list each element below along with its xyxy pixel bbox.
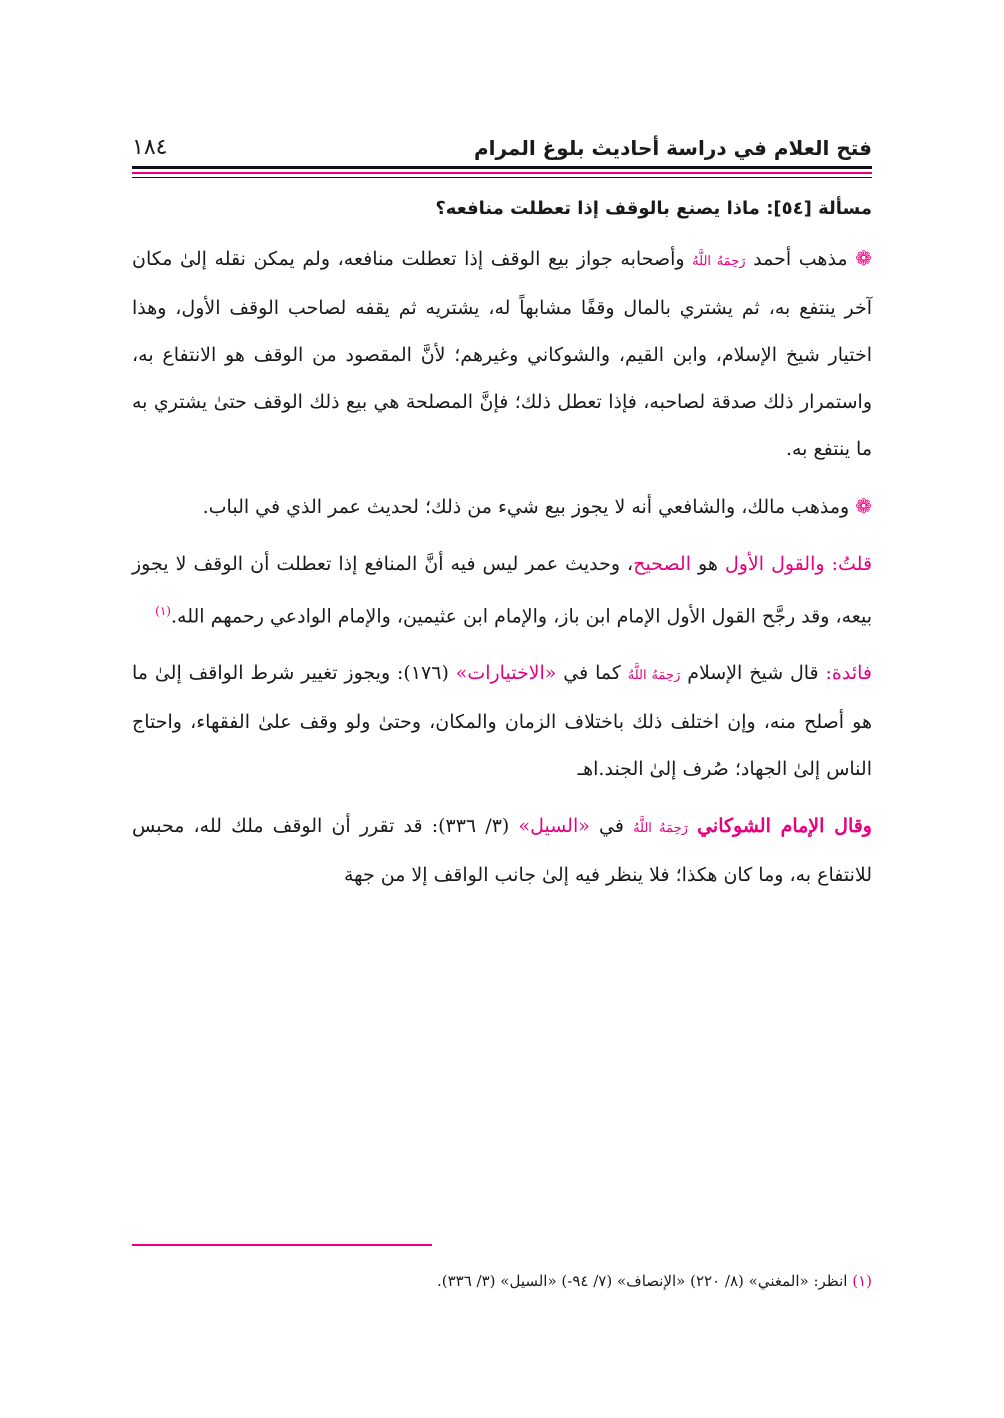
issue-heading: [132, 198, 872, 219]
book-ref-sayl: «السيل»: [518, 815, 590, 838]
book-title: فتح العلام في دراسة أحاديث بلوغ المرام: [473, 136, 872, 160]
header-rule-thick: [132, 166, 872, 169]
header-rules: [132, 166, 872, 178]
footnote-number: (١): [852, 1272, 872, 1290]
shawkani-label: وقال الإمام الشوكاني: [697, 815, 872, 838]
book-ref-ikhtiyarat: «الاختيارات»: [455, 662, 557, 685]
para5-c: (٣/ ٣٣٦): قد تقرر أن الوقف ملك لله، محبس للانتفاع به، وما كان هكذا؛ فلا ينظر فيه إلىٰ جانب الواقف إلا من جهة: [132, 815, 872, 887]
paragraph-shawkani: [132, 803, 872, 899]
paragraph-maliki: [132, 483, 872, 531]
para4-a: قال شيخ الإسلام: [687, 662, 819, 685]
faida-label: فائدة:: [825, 662, 872, 685]
para1-b: وأصحابه جواز بيع الوقف إذا تعطلت منافعه، ولم يمكن نقله إلىٰ مكان آخر ينتفع به، ثم يشتري بالمال وقفًا مشابهاً له، يشتريه ثم يقفه لصاحب الوقف الأول، وهذا اختيار شيخ الإسلام، وابن القيم، والشوكاني وغيرهم؛ لأنَّ المقصود من الوقف هو الانتفاع به، واستمرار ذلك صدقة لصاحبه، فإذا تعطل ذلك؛ فإنَّ المصلحة هي بيع ذلك الوقف حتىٰ يشتري به ما ينتفع به.: [132, 248, 872, 460]
footnote-text: انظر: «المغني» (٨/ ٢٢٠) «الإنصاف» (٧/ ٩٤-) «السيل» (٣/ ٣٣٦).: [436, 1272, 848, 1290]
header-rule-thin: [132, 177, 872, 178]
issue-label: مسألة [٥٤]:: [766, 198, 872, 219]
page-number: ١٨٤: [132, 135, 168, 160]
paragraph-opinion: [132, 541, 872, 640]
sahih-word: الصحيح: [633, 553, 691, 575]
para4-b: كما في: [563, 662, 621, 685]
honorific: رَحِمَهُ اللَّهُ: [692, 254, 746, 269]
flower-ornament-icon: ❁: [855, 494, 872, 518]
flower-ornament-icon: ❁: [855, 246, 872, 270]
honorific: رَحِمَهُ اللَّهُ: [633, 821, 688, 837]
qult-label: قلتُ:: [831, 553, 873, 575]
header-rule-pink: [132, 172, 872, 174]
huwa-word: هو: [698, 553, 718, 575]
para4-c: (١٧٦): ويجوز تغيير شرط الواقف إلىٰ ما هو أصلح منه، وإن اختلف ذلك باختلاف الزمان والمكان، وحتىٰ ولو وقف علىٰ الفقهاء، واحتاج الناس إلىٰ الجهاد؛ صُرف إلىٰ الجند.اهـ: [132, 662, 872, 781]
page: [132, 120, 872, 899]
para5-b: في: [599, 815, 624, 838]
para3-rest: ، وحديث عمر ليس فيه أنَّ المنافع إذا تعطلت أن الوقف لا يجوز بيعه، وقد رجَّح القول الأول الإمام ابن باز، والإمام ابن عثيمين، والإمام الوادعي رحمهم الله.: [132, 553, 872, 628]
paragraph-faida: [132, 650, 872, 793]
paragraph-hanbali: [132, 235, 872, 473]
para2-text: ومذهب مالك، والشافعي أنه لا يجوز بيع شيء من ذلك؛ لحديث عمر الذي في الباب.: [202, 496, 850, 518]
honorific: رَحِمَهُ اللَّهُ: [627, 668, 681, 684]
running-header: [132, 120, 872, 160]
footnote-rule: [132, 1244, 432, 1246]
issue-question: ماذا يصنع بالوقف إذا تعطلت منافعه؟: [435, 198, 760, 219]
preferred-opinion: والقول الأول: [724, 553, 825, 575]
para1-a: مذهب أحمد: [753, 248, 848, 270]
footnote-ref: (١): [155, 604, 171, 618]
footnote: [132, 1270, 872, 1292]
